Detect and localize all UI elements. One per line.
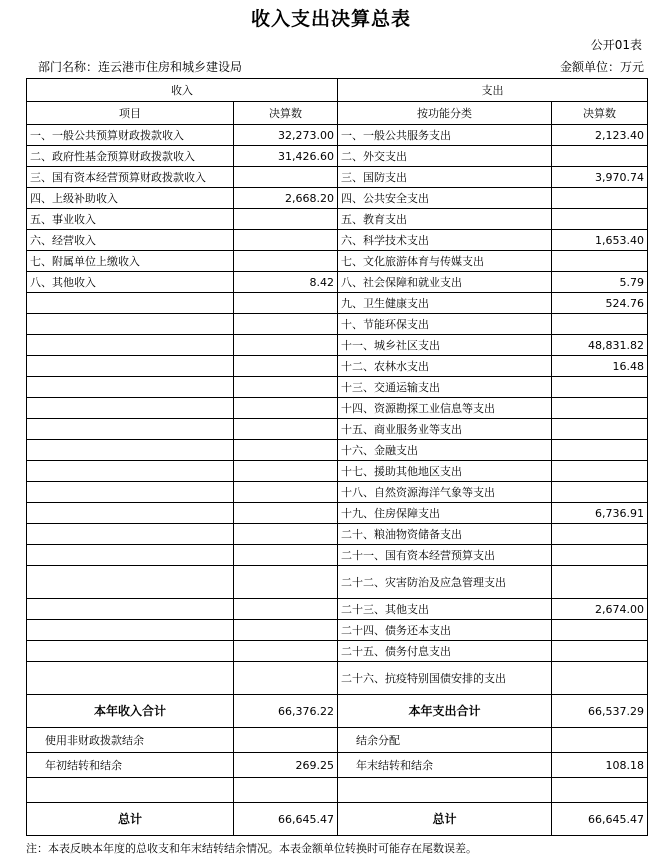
income-value bbox=[234, 641, 338, 662]
income-value bbox=[234, 356, 338, 377]
expense-item: 二十一、国有资本经营预算支出 bbox=[338, 545, 552, 566]
final-amount-header-2: 决算数 bbox=[552, 102, 648, 125]
income-item bbox=[27, 566, 234, 599]
income-value: 8.42 bbox=[234, 272, 338, 293]
table-row bbox=[27, 620, 648, 641]
income-value bbox=[234, 251, 338, 272]
expense-item: 二十、粮油物资储备支出 bbox=[338, 524, 552, 545]
expense-value: 3,970.74 bbox=[552, 167, 648, 188]
income-item bbox=[27, 314, 234, 335]
expense-value bbox=[552, 377, 648, 398]
income-item: 三、国有资本经营预算财政拨款收入 bbox=[27, 167, 234, 188]
blank-cell bbox=[338, 778, 552, 803]
expense-item: 二十六、抗疫特别国债安排的支出 bbox=[338, 662, 552, 695]
income-item bbox=[27, 356, 234, 377]
final-amount-header: 决算数 bbox=[234, 102, 338, 125]
table-row bbox=[27, 230, 648, 251]
table-row bbox=[27, 599, 648, 620]
item-header: 项目 bbox=[27, 102, 234, 125]
income-item: 二、政府性基金预算财政拨款收入 bbox=[27, 146, 234, 167]
expense-item: 十八、自然资源海洋气象等支出 bbox=[338, 482, 552, 503]
expense-value bbox=[552, 440, 648, 461]
table-row bbox=[27, 641, 648, 662]
blank-cell bbox=[552, 778, 648, 803]
expense-value bbox=[552, 524, 648, 545]
income-value bbox=[234, 545, 338, 566]
expense-item: 十五、商业服务业等支出 bbox=[338, 419, 552, 440]
expense-value: 2,123.40 bbox=[552, 125, 648, 146]
expense-value bbox=[552, 251, 648, 272]
income-value: 31,426.60 bbox=[234, 146, 338, 167]
begin-carry-label: 年初结转和结余 bbox=[27, 753, 234, 778]
expense-value bbox=[552, 620, 648, 641]
expense-item: 十二、农林水支出 bbox=[338, 356, 552, 377]
table-row bbox=[27, 356, 648, 377]
expense-item: 三、国防支出 bbox=[338, 167, 552, 188]
income-value bbox=[234, 209, 338, 230]
table-row bbox=[27, 167, 648, 188]
expense-total-value: 66,537.29 bbox=[552, 695, 648, 728]
expense-value: 48,831.82 bbox=[552, 335, 648, 356]
table-code: 公开01表 bbox=[590, 38, 642, 52]
expense-item: 十一、城乡社区支出 bbox=[338, 335, 552, 356]
income-value bbox=[234, 398, 338, 419]
table-row bbox=[27, 188, 648, 209]
table-row bbox=[27, 146, 648, 167]
expense-value bbox=[552, 662, 648, 695]
income-item bbox=[27, 377, 234, 398]
income-value bbox=[234, 377, 338, 398]
expense-value bbox=[552, 209, 648, 230]
income-item bbox=[27, 293, 234, 314]
grand-total-value-right: 66,645.47 bbox=[552, 803, 648, 836]
income-item bbox=[27, 503, 234, 524]
expense-value: 16.48 bbox=[552, 356, 648, 377]
income-value bbox=[234, 293, 338, 314]
income-item bbox=[27, 440, 234, 461]
income-item bbox=[27, 620, 234, 641]
table-row bbox=[27, 566, 648, 599]
expense-value bbox=[552, 188, 648, 209]
table-row bbox=[27, 419, 648, 440]
expense-item: 十四、资源勘探工业信息等支出 bbox=[338, 398, 552, 419]
income-item: 五、事业收入 bbox=[27, 209, 234, 230]
income-expense-table bbox=[26, 78, 648, 836]
header-row-top bbox=[27, 79, 648, 102]
expense-value bbox=[552, 482, 648, 503]
expense-item: 八、社会保障和就业支出 bbox=[338, 272, 552, 293]
expense-value bbox=[552, 398, 648, 419]
table-row bbox=[27, 272, 648, 293]
income-value bbox=[234, 482, 338, 503]
end-carry-value: 108.18 bbox=[552, 753, 648, 778]
income-value bbox=[234, 461, 338, 482]
expense-item: 九、卫生健康支出 bbox=[338, 293, 552, 314]
income-item bbox=[27, 599, 234, 620]
table-row bbox=[27, 293, 648, 314]
blank-row bbox=[27, 778, 648, 803]
table-row bbox=[27, 398, 648, 419]
footnote: 注：本表反映本年度的总收支和年末结转结余情况。本表金额单位转换时可能存在尾数误差。 bbox=[26, 842, 477, 855]
blank-cell bbox=[234, 778, 338, 803]
income-value bbox=[234, 503, 338, 524]
table-row bbox=[27, 545, 648, 566]
income-value bbox=[234, 230, 338, 251]
income-item bbox=[27, 335, 234, 356]
expense-value: 5.79 bbox=[552, 272, 648, 293]
expense-item: 五、教育支出 bbox=[338, 209, 552, 230]
expense-item: 二十三、其他支出 bbox=[338, 599, 552, 620]
table-row bbox=[27, 209, 648, 230]
income-value: 2,668.20 bbox=[234, 188, 338, 209]
income-value: 32,273.00 bbox=[234, 125, 338, 146]
department-name: 部门名称：连云港市住房和城乡建设局 bbox=[38, 60, 243, 74]
by-function-header: 按功能分类 bbox=[338, 102, 552, 125]
expense-item: 十九、住房保障支出 bbox=[338, 503, 552, 524]
surplus-dist-value bbox=[552, 728, 648, 753]
expense-value bbox=[552, 314, 648, 335]
expense-item: 十七、援助其他地区支出 bbox=[338, 461, 552, 482]
table-row bbox=[27, 662, 648, 695]
grand-total-label-left: 总计 bbox=[27, 803, 234, 836]
income-value bbox=[234, 566, 338, 599]
income-value bbox=[234, 314, 338, 335]
expense-value bbox=[552, 641, 648, 662]
expense-header: 支出 bbox=[338, 79, 648, 102]
expense-item: 十六、金融支出 bbox=[338, 440, 552, 461]
begin-carry-value: 269.25 bbox=[234, 753, 338, 778]
income-item bbox=[27, 641, 234, 662]
expense-item: 二十二、灾害防治及应急管理支出 bbox=[338, 566, 552, 599]
expense-item: 一、一般公共服务支出 bbox=[338, 125, 552, 146]
expense-item: 十、节能环保支出 bbox=[338, 314, 552, 335]
expense-item: 四、公共安全支出 bbox=[338, 188, 552, 209]
table-row bbox=[27, 482, 648, 503]
income-value bbox=[234, 335, 338, 356]
blank-cell bbox=[27, 778, 234, 803]
income-item bbox=[27, 482, 234, 503]
nonfiscal-value bbox=[234, 728, 338, 753]
income-value bbox=[234, 599, 338, 620]
income-item: 八、其他收入 bbox=[27, 272, 234, 293]
income-item bbox=[27, 419, 234, 440]
expense-value bbox=[552, 461, 648, 482]
income-value bbox=[234, 419, 338, 440]
table-row bbox=[27, 314, 648, 335]
income-value bbox=[234, 662, 338, 695]
income-value bbox=[234, 620, 338, 641]
table-row bbox=[27, 461, 648, 482]
expense-item: 二十四、债务还本支出 bbox=[338, 620, 552, 641]
expense-total-label: 本年支出合计 bbox=[338, 695, 552, 728]
income-item bbox=[27, 461, 234, 482]
nonfiscal-row bbox=[27, 728, 648, 753]
expense-value bbox=[552, 146, 648, 167]
expense-item: 十三、交通运输支出 bbox=[338, 377, 552, 398]
table-row bbox=[27, 335, 648, 356]
expense-value: 1,653.40 bbox=[552, 230, 648, 251]
expense-item: 二十五、债务付息支出 bbox=[338, 641, 552, 662]
amount-unit: 金额单位：万元 bbox=[559, 60, 644, 74]
income-value bbox=[234, 440, 338, 461]
expense-value bbox=[552, 566, 648, 599]
grand-total-label-right: 总计 bbox=[338, 803, 552, 836]
income-value bbox=[234, 167, 338, 188]
expense-item: 七、文化旅游体育与传媒支出 bbox=[338, 251, 552, 272]
expense-value: 6,736.91 bbox=[552, 503, 648, 524]
income-item bbox=[27, 524, 234, 545]
expense-value: 2,674.00 bbox=[552, 599, 648, 620]
end-carry-label: 年末结转和结余 bbox=[338, 753, 552, 778]
grand-total-value-left: 66,645.47 bbox=[234, 803, 338, 836]
expense-item: 二、外交支出 bbox=[338, 146, 552, 167]
nonfiscal-label: 使用非财政拨款结余 bbox=[27, 728, 234, 753]
income-value bbox=[234, 524, 338, 545]
income-item: 六、经营收入 bbox=[27, 230, 234, 251]
header-row-sub bbox=[27, 102, 648, 125]
expense-item: 六、科学技术支出 bbox=[338, 230, 552, 251]
income-item bbox=[27, 398, 234, 419]
table-row bbox=[27, 524, 648, 545]
income-header: 收入 bbox=[27, 79, 338, 102]
table-row bbox=[27, 251, 648, 272]
surplus-dist-label: 结余分配 bbox=[338, 728, 552, 753]
income-item bbox=[27, 662, 234, 695]
table-row bbox=[27, 377, 648, 398]
income-total-label: 本年收入合计 bbox=[27, 695, 234, 728]
expense-value: 524.76 bbox=[552, 293, 648, 314]
page-title: 收入支出决算总表 bbox=[250, 8, 411, 30]
income-item: 一、一般公共预算财政拨款收入 bbox=[27, 125, 234, 146]
income-item bbox=[27, 545, 234, 566]
income-total-value: 66,376.22 bbox=[234, 695, 338, 728]
table-row bbox=[27, 440, 648, 461]
income-item: 四、上级补助收入 bbox=[27, 188, 234, 209]
grand-total-row bbox=[27, 803, 648, 836]
table-row bbox=[27, 125, 648, 146]
total-row bbox=[27, 695, 648, 728]
expense-value bbox=[552, 419, 648, 440]
expense-value bbox=[552, 545, 648, 566]
carry-row bbox=[27, 753, 648, 778]
income-item: 七、附属单位上缴收入 bbox=[27, 251, 234, 272]
table-row bbox=[27, 503, 648, 524]
